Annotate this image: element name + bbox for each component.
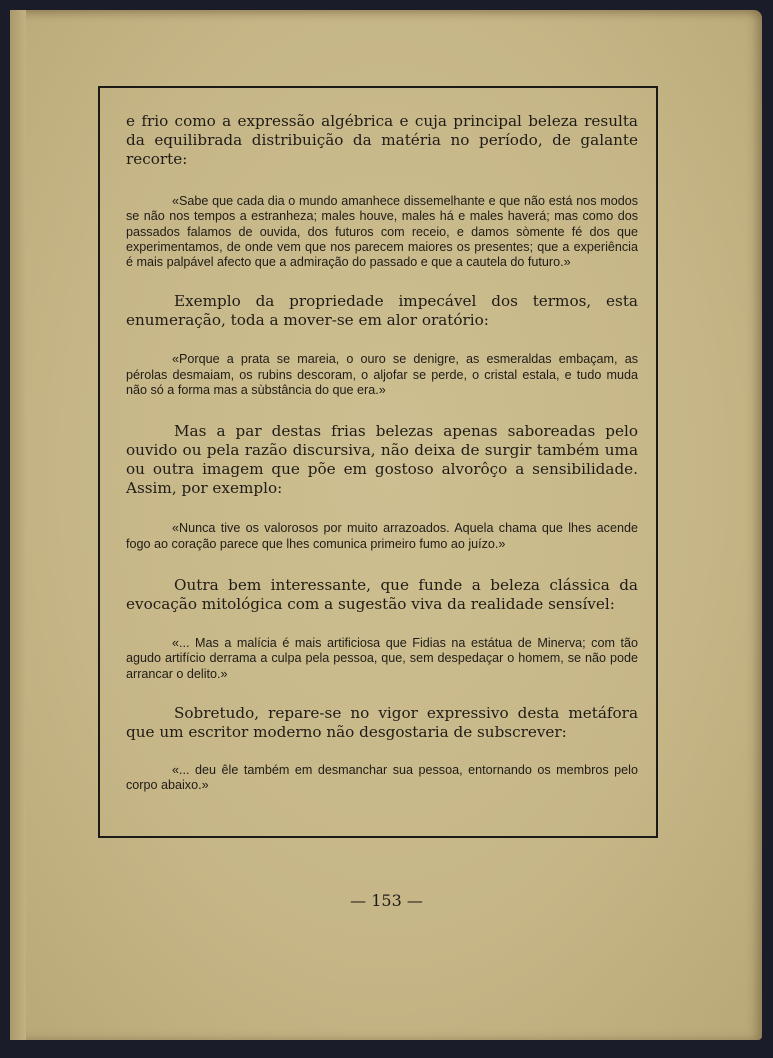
quote-2: «Porque a prata se mareia, o ouro se denigre, as esmeraldas embaçam, as pérolas desmaiam, os rubins descoram, o aljofar se perde, o cristal estala, e tudo muda não só a forma mas a sùbstância do que era.» [126, 352, 638, 398]
page-spine-shadow [10, 10, 26, 1040]
page-text-block [126, 112, 638, 793]
quote-1: «Sabe que cada dia o mundo amanhece dissemelhante e que não está nos modos se não nos tempos a estranheza; males houve, males há e males haverá; mas como dos passados falamos de ouvida, dos futuros com receio, e damos sòmente fé dos que experimentamos, de onde vem que nos parecem maiores os presentes; que a experiência é mais palpável afecto que a admiração do passado e que a cautela do futuro.» [126, 194, 638, 270]
paragraph-outra: Outra bem interessante, que funde a beleza clássica da evocação mitológica com a sugestão viva da realidade sensível: [126, 575, 638, 613]
paragraph-intro: e frio como a expressão algébrica e cuja principal beleza resulta da equilibrada distribuição da matéria no período, de galante recorte: [126, 112, 638, 168]
paragraph-mas-a-par: Mas a par destas frias belezas apenas saboreadas pelo ouvido ou pela razão discursiva, não deixa de surgir também uma ou outra imagem que põe em gostoso alvorôço a sensibilidade. Assim, por exemplo: [126, 422, 638, 498]
quote-5: «... deu êle também em desmanchar sua pessoa, entornando os membros pelo corpo abaixo.» [126, 762, 638, 793]
page-number: — 153 — [350, 891, 423, 910]
quote-4: «... Mas a malícia é mais artificiosa que Fidias na estátua de Minerva; com tão agudo artifício derrama a culpa pela pessoa, que, sem despedaçar o homem, se não pode arrancar o delito.» [126, 635, 638, 681]
paragraph-exemplo: Exemplo da propriedade impecável dos termos, esta enumeração, toda a mover-se em alor oratório: [126, 292, 638, 330]
quote-3: «Nunca tive os valorosos por muito arrazoados. Aquela chama que lhes acende fogo ao coração parece que lhes comunica primeiro fumo ao juízo.» [126, 521, 638, 551]
paragraph-sobretudo: Sobretudo, repare-se no vigor expressivo desta metáfora que um escritor moderno não desgostaria de subscrever: [126, 703, 638, 741]
